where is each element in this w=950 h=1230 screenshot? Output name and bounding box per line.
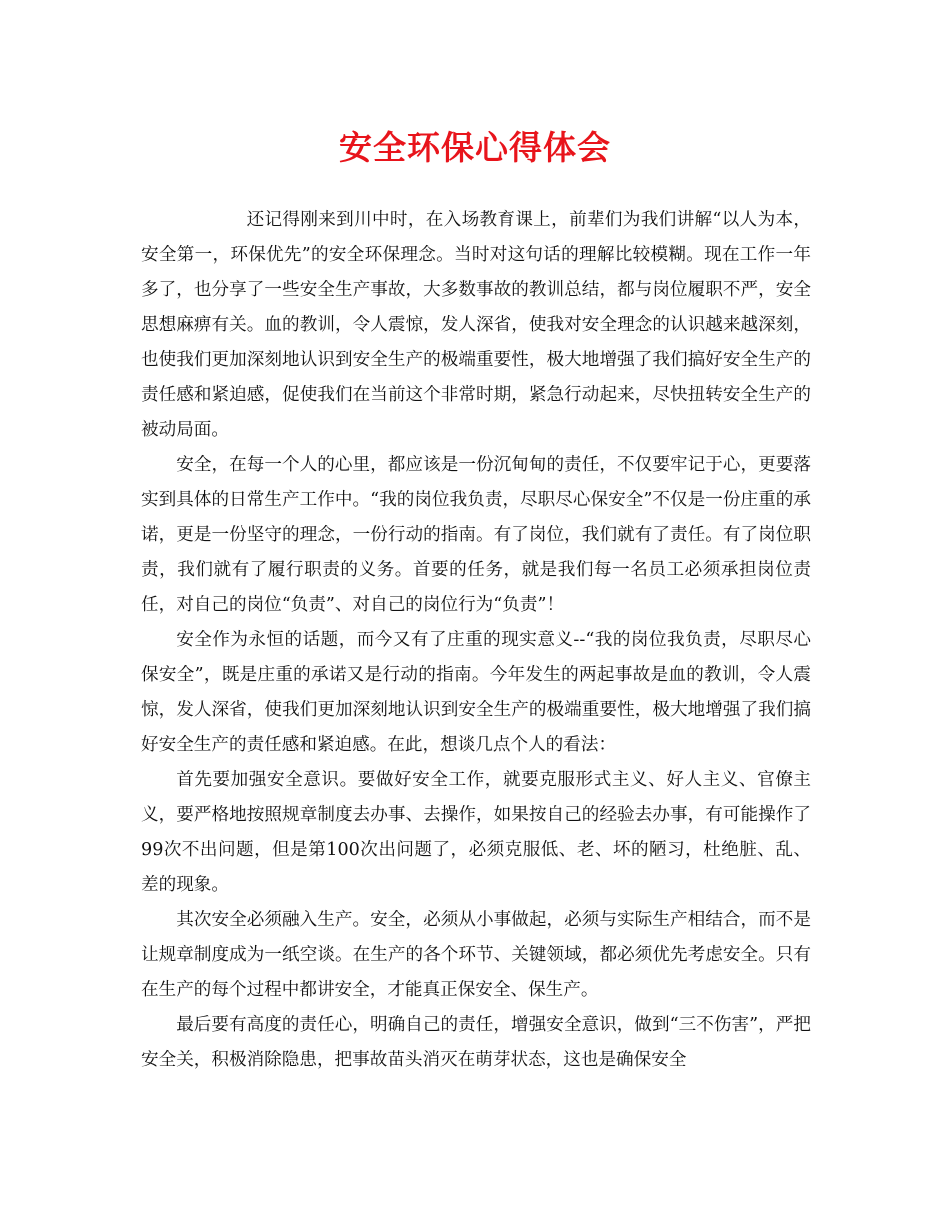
paragraph-2: 安全，在每一个人的心里，都应该是一份沉甸甸的责任，不仅要牢记于心，更要落实到具体的日常生产工作中。“我的岗位我负责，尽职尽心保安全”不仅是一份庄重的承诺，更是一份坚守的理念，一份行动的指南。有了岗位，我们就有了责任。有了岗位职责，我们就有了履行职责的义务。首要的任务，就是我们每一名员工必须承担岗位责任，对自己的岗位“负责”、对自己的岗位行为“负责”！ bbox=[141, 455, 811, 615]
paragraph-5: 其次安全必须融入生产。安全，必须从小事做起，必须与实际生产相结合，而不是让规章制度成为一纸空谈。在生产的各个环节、关键领域，都必须优先考虑安全。只有在生产的每个过程中都讲安全，才能真正保安全、保生产。 bbox=[141, 910, 811, 1000]
paragraph-3: 安全作为永恒的话题，而今又有了庄重的现实意义--“我的岗位我负责，尽职尽心保安全”，既是庄重的承诺又是行动的指南。今年发生的两起事故是血的教训，令人震惊，发人深省，使我们更加深刻地认识到安全生产的极端重要性，极大地增强了我们搞好安全生产的责任感和紧迫感。在此，想谈几点个人的看法： bbox=[141, 630, 811, 755]
document-title: 安全环保心得体会 bbox=[339, 128, 611, 167]
paragraph-6: 最后要有高度的责任心，明确自己的责任，增强安全意识，做到“三不伤害”，严把安全关，积极消除隐患，把事故苗头消灭在萌芽状态，这也是确保安全 bbox=[141, 1015, 811, 1070]
document-body bbox=[141, 203, 811, 1078]
paragraph-1: 还记得刚来到川中时，在入场教育课上，前辈们为我们讲解“以人为本，安全第一，环保优先”的安全环保理念。当时对这句话的理解比较模糊。现在工作一年多了，也分享了一些安全生产事故，大多数事故的教训总结，都与岗位履职不严，安全思想麻痹有关。血的教训，令人震惊，发人深省，使我对安全理念的认识越来越深刻，也使我们更加深刻地认识到安全生产的极端重要性，极大地增强了我们搞好安全生产的责任感和紧迫感，促使我们在当前这个非常时期，紧急行动起来，尽快扭转安全生产的被动局面。 bbox=[141, 210, 811, 440]
paragraph-4: 首先要加强安全意识。要做好安全工作，就要克服形式主义、好人主义、官僚主义，要严格地按照规章制度去办事、去操作，如果按自己的经验去办事，有可能操作了99次不出问题，但是第100次出问题了，必须克服低、老、坏的陋习，杜绝脏、乱、差的现象。 bbox=[141, 770, 811, 895]
